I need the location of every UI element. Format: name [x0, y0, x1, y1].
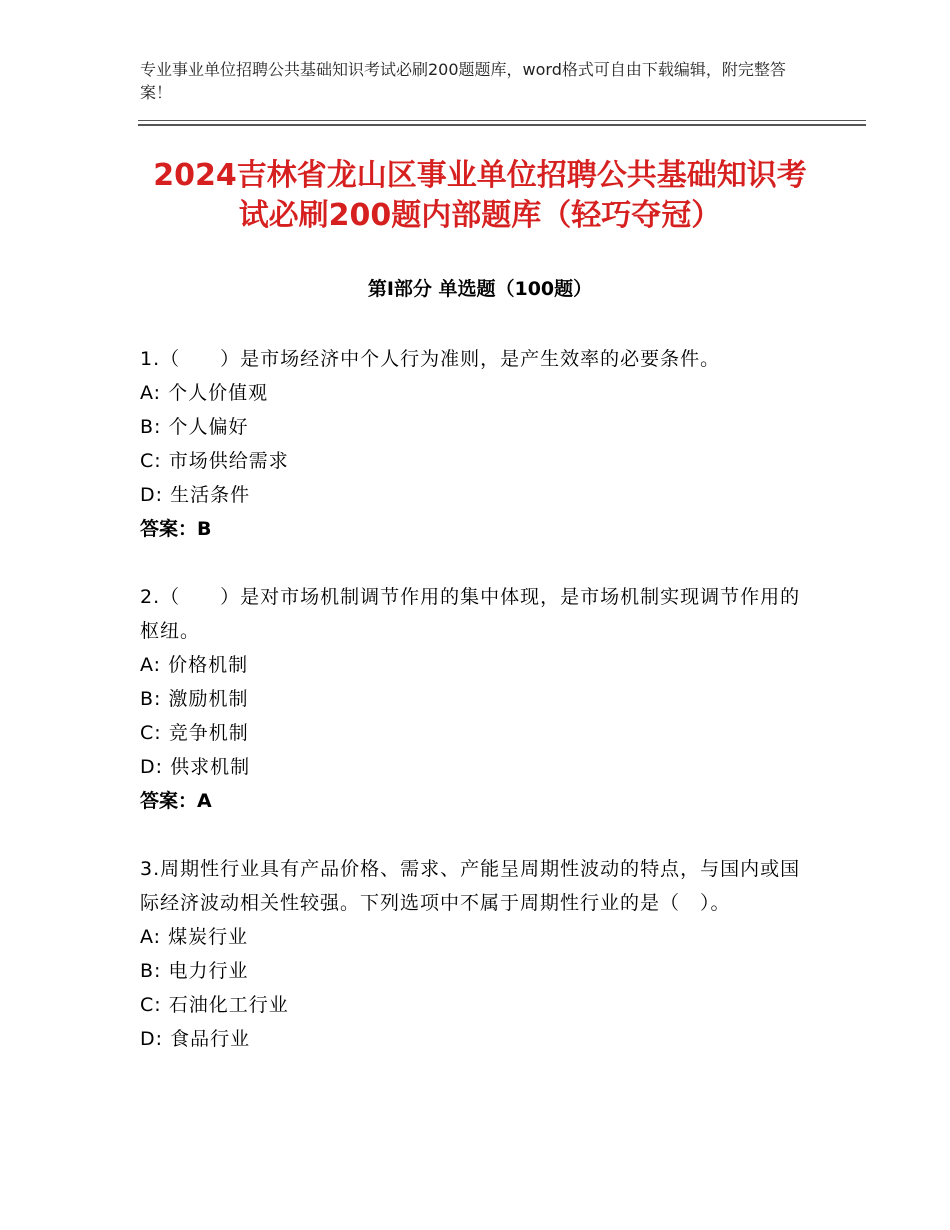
- answer-line: 答案：A: [140, 790, 212, 812]
- section-title: 第Ⅰ部分 单选题（100题）: [367, 278, 593, 300]
- question-list: [140, 342, 805, 1090]
- question-3: [140, 852, 805, 1056]
- header-divider: [138, 120, 866, 126]
- option-d: D: 生活条件: [140, 484, 251, 506]
- header-note: 专业事业单位招聘公共基础知识考试必刷200题题库，word格式可自由下载编辑，附完整答案！: [140, 60, 786, 102]
- option-c: C: 石油化工行业: [140, 994, 289, 1016]
- question-1: [140, 342, 805, 546]
- question-stem: 1.（ ）是市场经济中个人行为准则，是产生效率的必要条件。: [140, 348, 721, 370]
- answer-line: 答案：B: [140, 518, 212, 540]
- option-b: B: 电力行业: [140, 960, 249, 982]
- option-a: A: 价格机制: [140, 654, 249, 676]
- question-stem: 2.（ ）是对市场机制调节作用的集中体现，是市场机制实现调节作用的枢纽。: [140, 586, 801, 642]
- option-b: B: 激励机制: [140, 688, 249, 710]
- option-b: B: 个人偏好: [140, 416, 249, 438]
- option-a: A: 煤炭行业: [140, 926, 249, 948]
- option-c: C: 市场供给需求: [140, 450, 289, 472]
- option-a: A: 个人价值观: [140, 382, 269, 404]
- option-d: D: 食品行业: [140, 1028, 251, 1050]
- question-2: [140, 580, 805, 818]
- question-stem: 3.周期性行业具有产品价格、需求、产能呈周期性波动的特点，与国内或国际经济波动相关性较强。下列选项中不属于周期性行业的是（ ）。: [140, 858, 801, 914]
- document-title: 2024吉林省龙山区事业单位招聘公共基础知识考试必刷200题内部题库（轻巧夺冠）: [153, 158, 807, 233]
- option-d: D: 供求机制: [140, 756, 251, 778]
- option-c: C: 竞争机制: [140, 722, 249, 744]
